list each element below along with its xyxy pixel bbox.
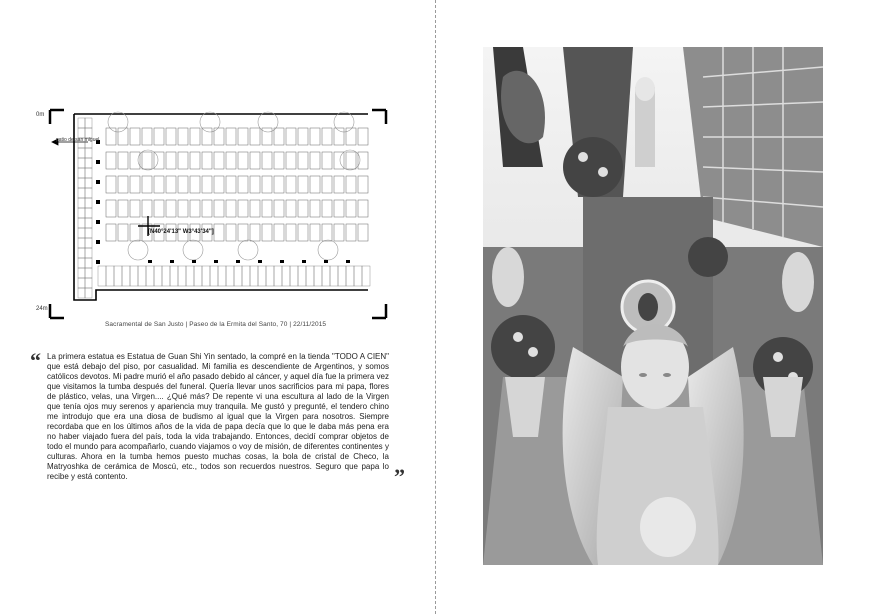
plan-grave-plot <box>118 224 128 241</box>
plan-circle <box>200 112 220 132</box>
plan-marker <box>192 260 196 263</box>
street-label: patio de san miguel <box>56 137 100 143</box>
site-plan <box>28 100 398 330</box>
plan-grave-plot <box>346 128 356 145</box>
plan-grave-plot <box>358 128 368 145</box>
plan-grave-plot <box>142 176 152 193</box>
plan-strip-cell <box>210 266 218 286</box>
plan-strip-cell <box>362 266 370 286</box>
plan-left-cell <box>78 268 85 278</box>
plan-grave-plot <box>154 128 164 145</box>
plan-grave-plot <box>166 176 176 193</box>
plan-circle <box>340 150 360 170</box>
plan-grave-plot <box>118 152 128 169</box>
plan-left-cell <box>78 208 85 218</box>
plan-grave-plot <box>310 224 320 241</box>
plan-strip-cell <box>338 266 346 286</box>
plan-grave-plot <box>142 200 152 217</box>
plan-strip-cell <box>250 266 258 286</box>
cemetery-photo-illustration <box>483 47 823 565</box>
plan-grave-plot <box>346 152 356 169</box>
plan-strip-cell <box>274 266 282 286</box>
plan-left-cell <box>78 258 85 268</box>
plan-grave-plot <box>226 152 236 169</box>
plan-grave-plot <box>214 176 224 193</box>
site-plan-drawing <box>28 100 398 330</box>
plan-grave-plot <box>142 128 152 145</box>
plan-left-cell <box>85 238 92 248</box>
plan-grave-plot <box>334 200 344 217</box>
plan-strip-cell <box>354 266 362 286</box>
plan-grave-plot <box>130 152 140 169</box>
plan-strip-cell <box>306 266 314 286</box>
open-quote-mark: “ <box>30 348 41 373</box>
quote-text: La primera estatua es Estatua de Guan Shi Yin sentado, la compré en la tienda "TODO A CIEN" que está debajo del piso, por casualidad. Mi familia es descendiente de Argentinos, y somos católicos devotos. Mi padre murió el año pasado debido al cáncer, y aquel día fue la primera vez que visitamos la tumba después del funeral. Quería llevar unos sacrificios para mi papa, flores de plástico, velas, una Virgen.... ¿Qué más? De repente vi una escultura al lado de la Virgen que tenía ojos muy serenos y apariencia muy tranquila. Me gustó y pregunté, el tendero chino me introdujo que era una diosa de budismo al igual que la Virgen para nosotros. Siempre recordaba que en los últimos años de la vida de papa decía que lo que le daba más pena era no haber viajado fuera del país, toda la vida trabajando. Entonces, decidí comprar objetos de todo el mundo para acompañarlo, cuando viajamos o voy de misión, de diferentes continentes y culturas. Ahora en la tumba hemos puesto muchas cosas, la bola de cristal de Checo, la Matryoshka de cerámica de Moscú, etc., todos son recuerdos nuestros. Seguro que papa lo recibe y está contento. <box>47 352 389 481</box>
plan-marker <box>96 260 100 264</box>
plan-grave-plot <box>226 224 236 241</box>
plan-left-cell <box>78 248 85 258</box>
plan-grave-plot <box>286 176 296 193</box>
plan-left-cell <box>85 118 92 128</box>
plan-left-cell <box>78 158 85 168</box>
plan-marker <box>236 260 240 263</box>
plan-grave-plot <box>322 152 332 169</box>
plan-grave-plot <box>190 152 200 169</box>
plan-left-cell <box>78 178 85 188</box>
plan-grave-plot <box>250 200 260 217</box>
plan-grave-plot <box>346 176 356 193</box>
plan-grave-plot <box>262 200 272 217</box>
plan-grave-plot <box>262 152 272 169</box>
plan-grave-plot <box>106 152 116 169</box>
plan-grave-plot <box>178 128 188 145</box>
plan-left-cell <box>85 168 92 178</box>
plan-grave-plot <box>274 128 284 145</box>
plan-grave-plot <box>310 176 320 193</box>
plan-left-cell <box>78 278 85 288</box>
plan-grave-plot <box>274 224 284 241</box>
plan-left-cell <box>78 288 85 298</box>
plan-circle <box>258 112 278 132</box>
plan-grave-plot <box>154 176 164 193</box>
plan-grave-plot <box>166 200 176 217</box>
plan-grave-plot <box>130 176 140 193</box>
plan-strip-cell <box>322 266 330 286</box>
plan-grave-plot <box>358 152 368 169</box>
plan-left-cell <box>78 148 85 158</box>
coordinates-label: [N40°24'13" W3°43'34"] <box>148 229 214 235</box>
plan-grave-plot <box>154 200 164 217</box>
plan-grave-plot <box>298 152 308 169</box>
plan-left-cell <box>85 158 92 168</box>
plan-marker <box>96 220 100 224</box>
plan-grave-plot <box>190 200 200 217</box>
plan-grave-plot <box>202 152 212 169</box>
plan-strip-cell <box>202 266 210 286</box>
plan-grave-plot <box>274 152 284 169</box>
plan-grave-plot <box>166 128 176 145</box>
plan-strip-cell <box>258 266 266 286</box>
cemetery-photo <box>483 47 823 565</box>
plan-circle <box>318 240 338 260</box>
plan-marker <box>280 260 284 263</box>
plan-left-cell <box>85 218 92 228</box>
plan-strip-cell <box>170 266 178 286</box>
plan-grave-plot <box>250 224 260 241</box>
plan-strip-cell <box>122 266 130 286</box>
plan-marker <box>258 260 262 263</box>
plan-left-cell <box>85 208 92 218</box>
plan-grave-plot <box>298 224 308 241</box>
plan-grave-plot <box>334 224 344 241</box>
plan-grave-plot <box>106 200 116 217</box>
plan-grave-plot <box>274 200 284 217</box>
plan-grave-plot <box>214 152 224 169</box>
plan-marker <box>96 240 100 244</box>
plan-grave-plot <box>118 176 128 193</box>
plan-left-cell <box>85 228 92 238</box>
plan-strip-cell <box>154 266 162 286</box>
plan-strip-cell <box>282 266 290 286</box>
plan-strip-cell <box>290 266 298 286</box>
plan-strip-cell <box>146 266 154 286</box>
plan-grave-plot <box>262 176 272 193</box>
plan-grave-plot <box>286 224 296 241</box>
plan-strip-cell <box>314 266 322 286</box>
plan-grave-plot <box>322 128 332 145</box>
plan-marker <box>148 260 152 263</box>
plan-grave-plot <box>250 152 260 169</box>
plan-left-cell <box>85 198 92 208</box>
plan-strip-cell <box>178 266 186 286</box>
plan-grave-plot <box>178 200 188 217</box>
plan-strip-cell <box>130 266 138 286</box>
plan-left-cell <box>85 178 92 188</box>
plan-grave-plot <box>298 176 308 193</box>
plan-grave-plot <box>238 200 248 217</box>
plan-grave-plot <box>358 200 368 217</box>
plan-grave-plot <box>214 200 224 217</box>
close-quote-mark: ” <box>394 464 405 489</box>
plan-grave-plot <box>274 176 284 193</box>
plan-grave-plot <box>226 200 236 217</box>
plan-grave-plot <box>262 128 272 145</box>
plan-grave-plot <box>310 128 320 145</box>
plan-circle <box>183 240 203 260</box>
plan-grave-plot <box>226 176 236 193</box>
plan-grave-plot <box>346 224 356 241</box>
plan-grave-plot <box>106 128 116 145</box>
plan-circle <box>128 240 148 260</box>
plan-marker <box>214 260 218 263</box>
plan-marker <box>346 260 350 263</box>
plan-grave-plot <box>322 200 332 217</box>
plan-grave-plot <box>202 200 212 217</box>
plan-strip-cell <box>266 266 274 286</box>
plan-grave-plot <box>238 152 248 169</box>
plan-grave-plot <box>166 152 176 169</box>
dimension-bottom-label: 24m <box>36 306 48 312</box>
plan-left-cell <box>78 218 85 228</box>
plan-grave-plot <box>286 200 296 217</box>
plan-marker <box>96 160 100 164</box>
plan-strip-cell <box>226 266 234 286</box>
plan-grave-plot <box>130 128 140 145</box>
plan-grave-plot <box>106 224 116 241</box>
plan-strip-cell <box>162 266 170 286</box>
plan-strip-cell <box>194 266 202 286</box>
plan-grave-plot <box>334 176 344 193</box>
plan-strip-cell <box>298 266 306 286</box>
plan-left-cell <box>78 118 85 128</box>
plan-marker <box>302 260 306 263</box>
plan-grave-plot <box>190 176 200 193</box>
plan-grave-plot <box>202 176 212 193</box>
plan-strip-cell <box>242 266 250 286</box>
plan-grave-plot <box>298 200 308 217</box>
plan-left-cell <box>78 228 85 238</box>
plan-marker <box>324 260 328 263</box>
plan-grave-plot <box>238 176 248 193</box>
plan-strip-cell <box>138 266 146 286</box>
plan-left-cell <box>85 288 92 298</box>
plan-grave-plot <box>286 152 296 169</box>
plan-left-cell <box>85 188 92 198</box>
plan-grave-plot <box>190 128 200 145</box>
right-page <box>436 0 870 614</box>
plan-grave-plot <box>106 176 116 193</box>
plan-grave-plot <box>262 224 272 241</box>
plan-grave-plot <box>310 200 320 217</box>
plan-grave-plot <box>358 176 368 193</box>
plan-grave-plot <box>142 152 152 169</box>
plan-grave-plot <box>178 176 188 193</box>
plan-strip-cell <box>218 266 226 286</box>
plan-marker <box>170 260 174 263</box>
plan-strip-cell <box>106 266 114 286</box>
plan-grave-plot <box>118 200 128 217</box>
plan-left-cell <box>78 168 85 178</box>
plan-marker <box>96 200 100 204</box>
plan-strip-cell <box>186 266 194 286</box>
plan-left-cell <box>85 258 92 268</box>
plan-strip-cell <box>234 266 242 286</box>
dimension-top-label: 0m <box>36 112 45 118</box>
plan-caption: Sacramental de San Justo | Paseo de la Ermita del Santo, 70 | 22/11/2015 <box>105 321 327 328</box>
plan-strip-cell <box>114 266 122 286</box>
plan-left-cell <box>85 248 92 258</box>
plan-grave-plot <box>214 224 224 241</box>
plan-strip-cell <box>346 266 354 286</box>
plan-grave-plot <box>250 128 260 145</box>
plan-left-cell <box>85 278 92 288</box>
plan-grave-plot <box>322 224 332 241</box>
plan-grave-plot <box>250 176 260 193</box>
plan-grave-plot <box>286 128 296 145</box>
plan-strip-cell <box>330 266 338 286</box>
plan-left-cell <box>78 238 85 248</box>
plan-grave-plot <box>310 152 320 169</box>
plan-grave-plot <box>346 200 356 217</box>
plan-strip-cell <box>98 266 106 286</box>
plan-left-cell <box>85 268 92 278</box>
plan-circle <box>238 240 258 260</box>
plan-grave-plot <box>358 224 368 241</box>
plan-grave-plot <box>178 152 188 169</box>
plan-grave-plot <box>322 176 332 193</box>
plan-left-cell <box>85 148 92 158</box>
plan-grave-plot <box>130 200 140 217</box>
plan-grave-plot <box>238 128 248 145</box>
plan-circle <box>138 150 158 170</box>
plan-grave-plot <box>202 128 212 145</box>
plan-left-cell <box>78 188 85 198</box>
plan-marker <box>96 180 100 184</box>
plan-grave-plot <box>298 128 308 145</box>
plan-left-cell <box>78 198 85 208</box>
plan-grave-plot <box>226 128 236 145</box>
plan-grave-plot <box>238 224 248 241</box>
